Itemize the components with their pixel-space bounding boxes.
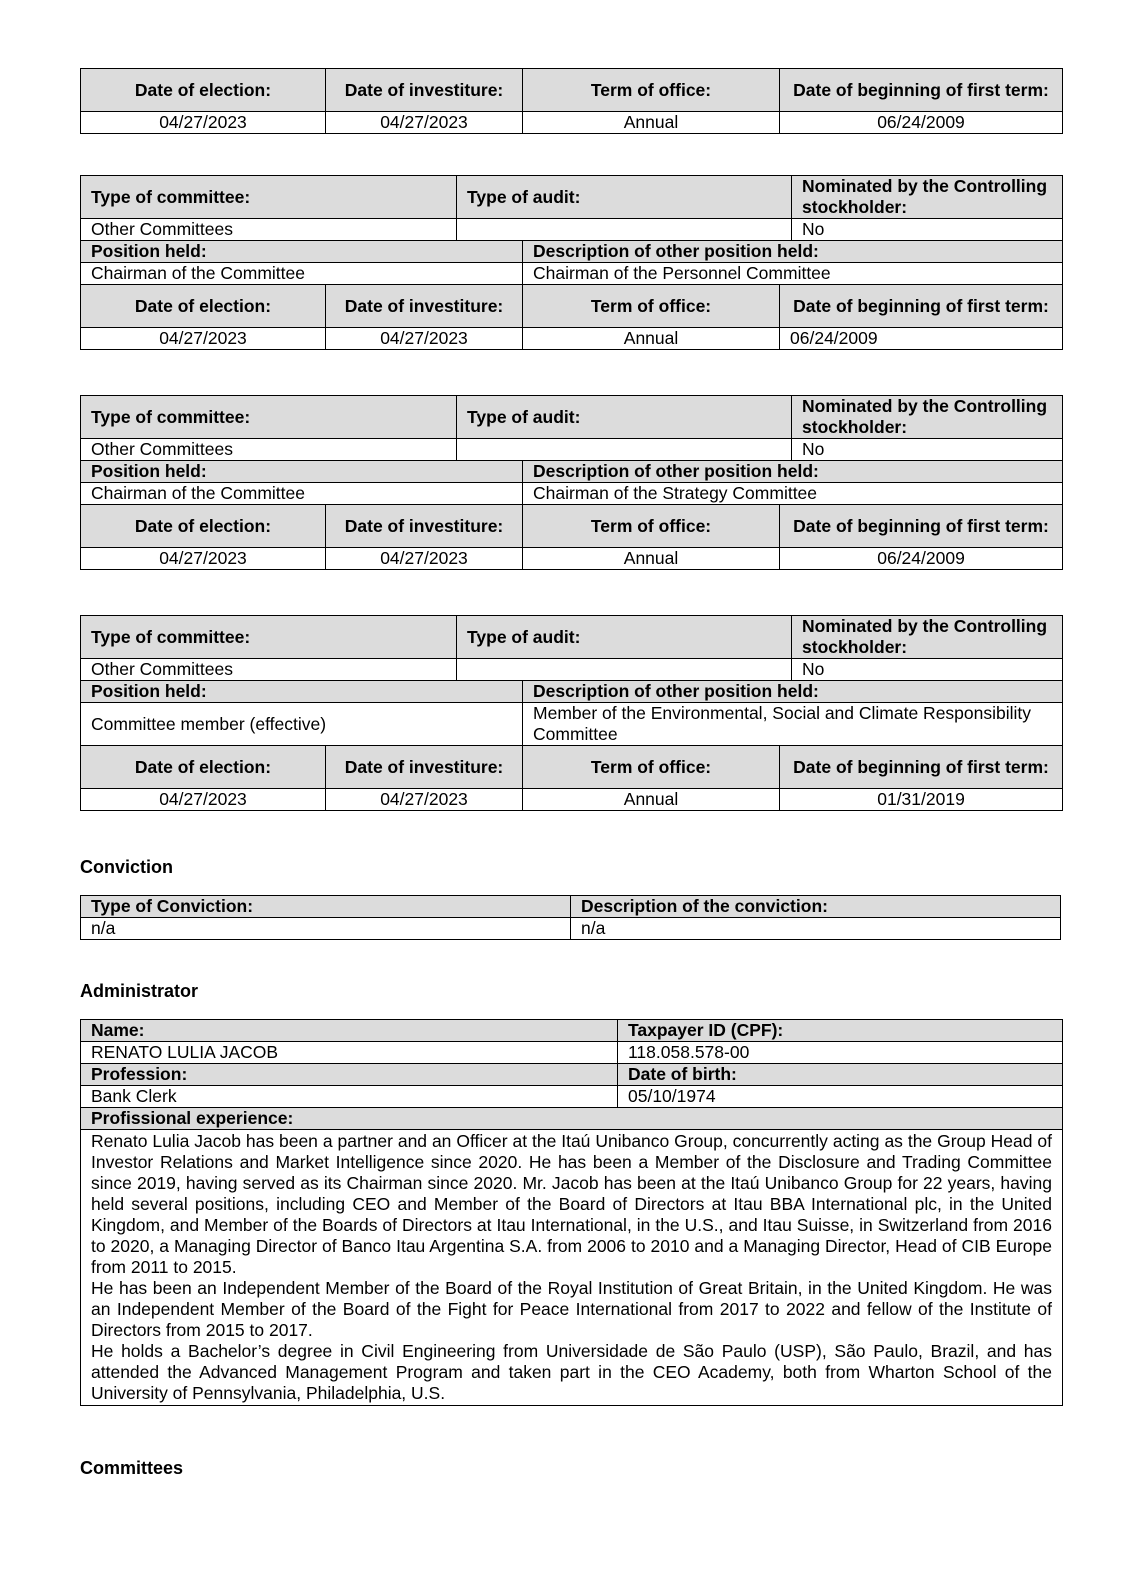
date-first-term-label: Date of beginning of first term: bbox=[780, 285, 1063, 328]
nominated-value: No bbox=[792, 659, 1063, 681]
date-of-investiture-value: 04/27/2023 bbox=[326, 112, 523, 134]
conviction-description-value: n/a bbox=[571, 918, 1061, 940]
date-of-election-value: 04/27/2023 bbox=[81, 789, 326, 811]
date-of-investiture-value: 04/27/2023 bbox=[326, 789, 523, 811]
cpf-label: Taxpayer ID (CPF): bbox=[618, 1020, 1063, 1042]
type-of-committee-label: Type of committee: bbox=[81, 176, 457, 219]
term-of-office-label: Term of office: bbox=[523, 746, 780, 789]
date-of-election-label: Date of election: bbox=[81, 505, 326, 548]
committee-block-3 bbox=[80, 615, 1062, 811]
date-first-term-value: 01/31/2019 bbox=[780, 789, 1063, 811]
experience-text bbox=[81, 1130, 1063, 1406]
term-of-office-label: Term of office: bbox=[523, 285, 780, 328]
name-label: Name: bbox=[81, 1020, 618, 1042]
nominated-value: No bbox=[792, 219, 1063, 241]
date-of-investiture-label: Date of investiture: bbox=[326, 746, 523, 789]
date-of-election-value: 04/27/2023 bbox=[81, 112, 326, 134]
dob-label: Date of birth: bbox=[618, 1064, 1063, 1086]
date-first-term-label: Date of beginning of first term: bbox=[780, 505, 1063, 548]
conviction-type-value: n/a bbox=[81, 918, 571, 940]
experience-label: Profissional experience: bbox=[81, 1108, 1063, 1130]
committee-block-1 bbox=[80, 175, 1062, 350]
administrator-title: Administrator bbox=[80, 981, 199, 1001]
name-value: RENATO LULIA JACOB bbox=[81, 1042, 618, 1064]
date-of-election-value: 04/27/2023 bbox=[81, 548, 326, 570]
type-of-audit-value bbox=[457, 439, 792, 461]
experience-paragraph: Renato Lulia Jacob has been a partner and an Officer at the Itaú Unibanco Group, concurrently acting as the Group Head of Investor Relations and Market Intelligence since 2020. He has been a Member of the Disclosure and Trading Committee since 2019, having served as its Chairman since 2020. Mr. Jacob has been at the Itaú Unibanco Group for 22 years, having held several positions, including CEO and Member of the Board of Directors at Itau BBA International plc, in the United Kingdom, and Member of the Boards of Directors at Itau International, in the U.S., and Itau Suisse, in Switzerland from 2016 to 2020, a Managing Director of Banco Itau Argentina S.A. from 2006 to 2010 and a Managing Director, Head of CIB Europe from 2011 to 2015. bbox=[91, 1131, 1052, 1277]
date-of-investiture-label: Date of investiture: bbox=[326, 505, 523, 548]
date-of-investiture-label: Date of investiture: bbox=[326, 285, 523, 328]
nominated-label: Nominated by the Controlling stockholder: bbox=[792, 616, 1063, 659]
date-of-investiture-value: 04/27/2023 bbox=[326, 548, 523, 570]
type-of-audit-label: Type of audit: bbox=[457, 176, 792, 219]
nominated-label: Nominated by the Controlling stockholder: bbox=[792, 396, 1063, 439]
type-of-committee-value: Other Committees bbox=[81, 439, 457, 461]
nominated-value: No bbox=[792, 439, 1063, 461]
other-position-value: Chairman of the Personnel Committee bbox=[523, 263, 1063, 285]
type-of-committee-label: Type of committee: bbox=[81, 616, 457, 659]
date-first-term-value: 06/24/2009 bbox=[780, 328, 1063, 350]
other-position-label: Description of other position held: bbox=[523, 241, 1063, 263]
date-of-investiture-header: Date of investiture: bbox=[326, 69, 523, 112]
date-of-election-value: 04/27/2023 bbox=[81, 328, 326, 350]
type-of-audit-label: Type of audit: bbox=[457, 396, 792, 439]
position-held-value: Chairman of the Committee bbox=[81, 483, 523, 505]
type-of-committee-value: Other Committees bbox=[81, 659, 457, 681]
administrator-table bbox=[80, 1019, 1062, 1406]
term-of-office-value: Annual bbox=[523, 328, 780, 350]
conviction-type-label: Type of Conviction: bbox=[81, 896, 571, 918]
type-of-audit-value bbox=[457, 659, 792, 681]
position-held-label: Position held: bbox=[81, 241, 523, 263]
date-of-election-label: Date of election: bbox=[81, 285, 326, 328]
conviction-table bbox=[80, 895, 1060, 940]
term-of-office-label: Term of office: bbox=[523, 505, 780, 548]
date-first-term-value: 06/24/2009 bbox=[780, 548, 1063, 570]
type-of-committee-label: Type of committee: bbox=[81, 396, 457, 439]
term-table-top bbox=[80, 68, 1062, 134]
term-of-office-header: Term of office: bbox=[523, 69, 780, 112]
date-of-investiture-value: 04/27/2023 bbox=[326, 328, 523, 350]
date-first-term-header: Date of beginning of first term: bbox=[780, 69, 1063, 112]
experience-paragraph: He has been an Independent Member of the Board of the Royal Institution of Great Britain, in the United Kingdom. He was an Independent Member of the Board of the Fight for Peace International from 2017 to 2022 and fellow of the Institute of Directors from 2015 to 2017. bbox=[91, 1278, 1052, 1340]
type-of-audit-label: Type of audit: bbox=[457, 616, 792, 659]
date-first-term-label: Date of beginning of first term: bbox=[780, 746, 1063, 789]
conviction-title: Conviction bbox=[80, 857, 173, 877]
position-held-label: Position held: bbox=[81, 681, 523, 703]
committees-title: Committees bbox=[80, 1458, 184, 1478]
date-first-term-value: 06/24/2009 bbox=[780, 112, 1063, 134]
dob-value: 05/10/1974 bbox=[618, 1086, 1063, 1108]
conviction-description-label: Description of the conviction: bbox=[571, 896, 1061, 918]
other-position-value: Chairman of the Strategy Committee bbox=[523, 483, 1063, 505]
position-held-label: Position held: bbox=[81, 461, 523, 483]
date-of-election-label: Date of election: bbox=[81, 746, 326, 789]
experience-paragraph: He holds a Bachelor’s degree in Civil Engineering from Universidade de São Paulo (USP), São Paulo, Brazil, and has attended the Advanced Management Program and taken part in the CEO Academy, both from Wharton School of the University of Pennsylvania, Philadelphia, U.S. bbox=[91, 1341, 1052, 1403]
nominated-label: Nominated by the Controlling stockholder: bbox=[792, 176, 1063, 219]
other-position-label: Description of other position held: bbox=[523, 681, 1063, 703]
type-of-committee-value: Other Committees bbox=[81, 219, 457, 241]
term-of-office-value: Annual bbox=[523, 112, 780, 134]
position-held-value: Chairman of the Committee bbox=[81, 263, 523, 285]
other-position-label: Description of other position held: bbox=[523, 461, 1063, 483]
term-of-office-value: Annual bbox=[523, 548, 780, 570]
term-of-office-value: Annual bbox=[523, 789, 780, 811]
type-of-audit-value bbox=[457, 219, 792, 241]
date-of-election-header: Date of election: bbox=[81, 69, 326, 112]
cpf-value: 118.058.578-00 bbox=[618, 1042, 1063, 1064]
profession-value: Bank Clerk bbox=[81, 1086, 618, 1108]
position-held-value: Committee member (effective) bbox=[81, 703, 523, 746]
other-position-value: Member of the Environmental, Social and Climate Responsibility Committee bbox=[523, 703, 1063, 746]
committee-block-2 bbox=[80, 395, 1062, 570]
profession-label: Profession: bbox=[81, 1064, 618, 1086]
